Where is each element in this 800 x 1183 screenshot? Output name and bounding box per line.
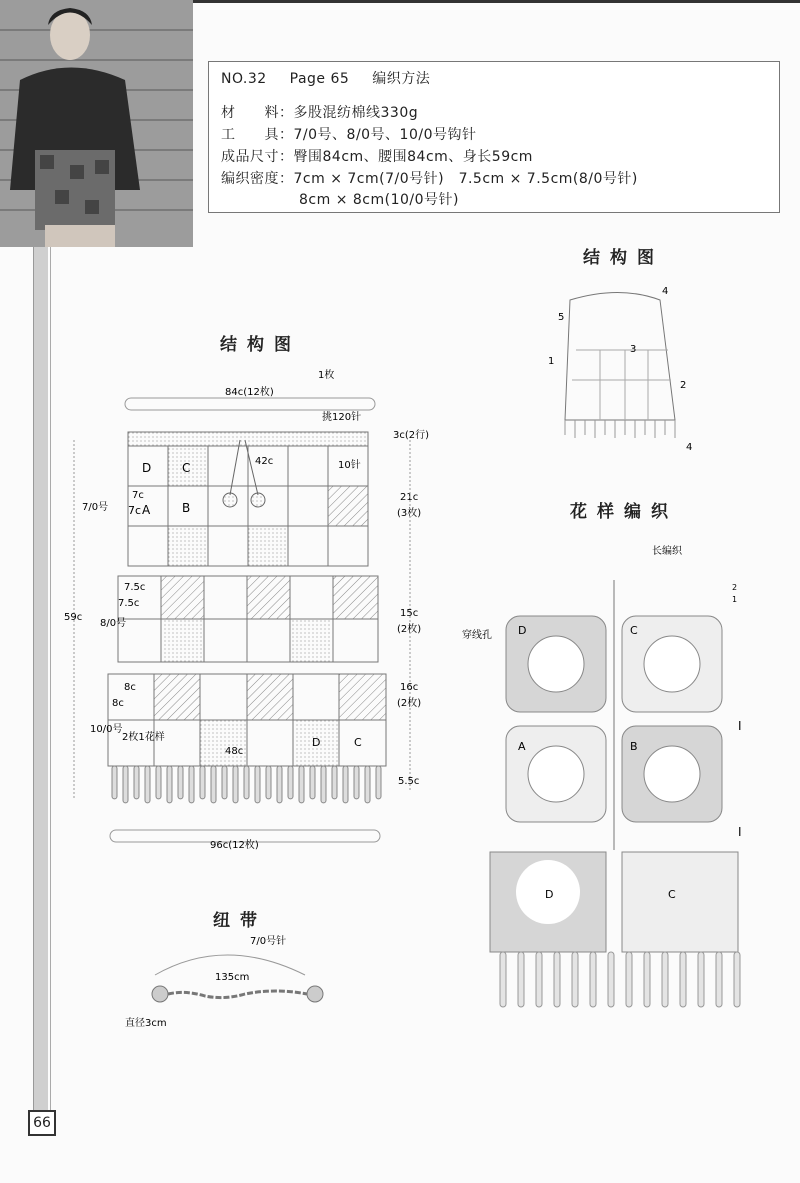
- chart-fringe-strand: [554, 952, 560, 1007]
- gauge-line-2: 8cm × 8cm(10/0号针): [299, 192, 459, 208]
- skirt-part-4-top: 4: [662, 286, 669, 297]
- hook-8-label: 8/0号: [100, 618, 127, 629]
- skirt-part-2: 2: [680, 380, 687, 391]
- row3-d-label: D: [312, 736, 321, 749]
- row1-height-label: 21c: [400, 492, 419, 503]
- chart-fringe-strand: [536, 952, 542, 1007]
- fringe-strand: [376, 766, 381, 799]
- fringe-strand: [255, 766, 260, 803]
- top-count-label: 1枚: [318, 370, 335, 381]
- square-c-label: C: [182, 461, 191, 475]
- cord-length-label: 42c: [255, 456, 274, 467]
- row-number-2: 2: [732, 583, 738, 592]
- row2-height-label: 15c: [400, 608, 419, 619]
- source-page: Page 65: [289, 71, 350, 87]
- square-size-label: 7c: [132, 490, 144, 501]
- skirt-part-5: 5: [558, 312, 565, 323]
- pickup-label: 挑120针: [322, 412, 362, 423]
- tie-diameter-label: 直径3cm: [125, 1018, 167, 1029]
- section-title: 编织方法: [372, 71, 431, 87]
- fringe-strand: [134, 766, 139, 799]
- hook-10-label: 10/0号: [90, 724, 123, 735]
- bottom-width-label: 96c(12枚): [210, 840, 259, 851]
- motif-d-bottom-label: D: [545, 888, 554, 901]
- chart-fringe-strand: [698, 952, 704, 1007]
- fringe-strand: [332, 766, 337, 799]
- waist-rows-label: 3c(2行): [393, 430, 430, 441]
- model-photo: [0, 0, 193, 247]
- total-height-label: 59c: [64, 612, 83, 623]
- fringe-strand: [266, 766, 271, 799]
- fringe-strand: [354, 766, 359, 799]
- motif-a-label: A: [518, 740, 526, 753]
- fringe-strand: [288, 766, 293, 799]
- fringe-strand: [277, 766, 282, 803]
- long-stitch-label: 长编织: [652, 546, 682, 557]
- tools-line: 工 具：7/0号、8/0号、10/0号钩针: [221, 127, 477, 143]
- row2-count-label: (2枚): [397, 624, 422, 635]
- row2-size-label-2: 7.5c: [118, 598, 140, 609]
- fringe-strand: [200, 766, 205, 799]
- fringe-strand: [365, 766, 370, 803]
- chart-fringe-strand: [500, 952, 506, 1007]
- square-a-label: A: [142, 503, 151, 517]
- motif-c-label: C: [630, 624, 638, 637]
- chart-fringe-strand: [590, 952, 596, 1007]
- chart-fringe-strand: [626, 952, 632, 1007]
- fringe-strand: [222, 766, 227, 799]
- motif-c-bottom-label: C: [668, 888, 676, 901]
- motif-b-label: B: [630, 740, 638, 753]
- square-d-label: D: [142, 461, 152, 475]
- row3-width-label: 48c: [225, 746, 244, 757]
- chart-fringe-strand: [716, 952, 722, 1007]
- fringe-strand: [167, 766, 172, 803]
- row3-note-label: 2枚1花样: [122, 732, 165, 743]
- fringe-strand: [321, 766, 326, 803]
- skirt-icon-diagram: [540, 280, 710, 460]
- fringe-strand: [156, 766, 161, 799]
- motif-d-label: D: [518, 624, 527, 637]
- tie-diagram: [115, 930, 345, 1040]
- row3-count-label: (2枚): [397, 698, 422, 709]
- thread-hole-label: 穿线孔: [462, 630, 492, 641]
- stitch-count-label: 10针: [338, 460, 361, 471]
- chart-fringe-strand: [662, 952, 668, 1007]
- tie-hook-label: 7/0号针: [250, 936, 287, 947]
- row-mark-2: I: [738, 825, 742, 839]
- fringe-strand: [112, 766, 117, 799]
- materials-line: 材 料：多股混纺棉线330g: [221, 105, 419, 121]
- size-line: 成品尺寸：臀围84cm、腰围84cm、身长59cm: [221, 149, 533, 165]
- chart-fringe-strand: [734, 952, 740, 1007]
- row3-c-label: C: [354, 736, 362, 749]
- fringe-strand: [233, 766, 238, 803]
- row1-count-label: (3枚): [397, 508, 422, 519]
- info-header: [221, 68, 448, 88]
- skirt-part-4-bottom: 4: [686, 442, 693, 453]
- top-width-label: 84c(12枚): [225, 387, 274, 398]
- chart-fringe-strand: [644, 952, 650, 1007]
- row-number-1: 1: [732, 595, 738, 604]
- crochet-stitch-chart: [460, 540, 770, 1030]
- top-rule: [193, 0, 800, 3]
- left-margin-bar: [33, 247, 48, 1129]
- chart-fringe-strand: [518, 952, 524, 1007]
- structure-title-right: 结构图: [583, 248, 664, 268]
- fringe-strand: [189, 766, 194, 803]
- gauge-line: 编织密度：7cm × 7cm(7/0号针) 7.5cm × 7.5cm(8/0号针): [221, 171, 638, 187]
- structure-title-left: 结构图: [220, 335, 301, 355]
- row3-size-label-1: 8c: [124, 682, 136, 693]
- fringe-strand: [343, 766, 348, 803]
- chart-fringe-strand: [608, 952, 614, 1007]
- skirt-part-3: 3: [630, 344, 637, 355]
- fringe-strand: [310, 766, 315, 799]
- fringe-strand: [299, 766, 304, 803]
- left-margin-line: [50, 247, 51, 1129]
- pattern-title: 花样编织: [570, 502, 678, 522]
- skirt-schematic: [60, 360, 460, 860]
- row2-size-label-1: 7.5c: [124, 582, 146, 593]
- square-b-label: B: [182, 501, 191, 515]
- skirt-part-1: 1: [548, 356, 555, 367]
- tie-length-label: 135cm: [215, 972, 250, 983]
- row3-size-label-2: 8c: [112, 698, 124, 709]
- fringe-strand: [244, 766, 249, 799]
- chart-fringe-strand: [680, 952, 686, 1007]
- fringe-strand: [178, 766, 183, 799]
- row-mark-1: I: [738, 719, 742, 733]
- page-number: 66: [28, 1110, 56, 1136]
- square-size-a: 7c: [128, 504, 142, 517]
- fringe-strand: [211, 766, 216, 803]
- fringe-length-label: 5.5c: [398, 776, 420, 787]
- chart-fringe-strand: [572, 952, 578, 1007]
- tie-title: 纽带: [213, 911, 267, 931]
- fringe-strand: [145, 766, 150, 803]
- hook-7-label: 7/0号: [82, 502, 109, 513]
- instruction-info-box: [208, 61, 780, 213]
- pattern-number: NO.32: [221, 71, 267, 87]
- fringe-strand: [123, 766, 128, 803]
- row3-height-label: 16c: [400, 682, 419, 693]
